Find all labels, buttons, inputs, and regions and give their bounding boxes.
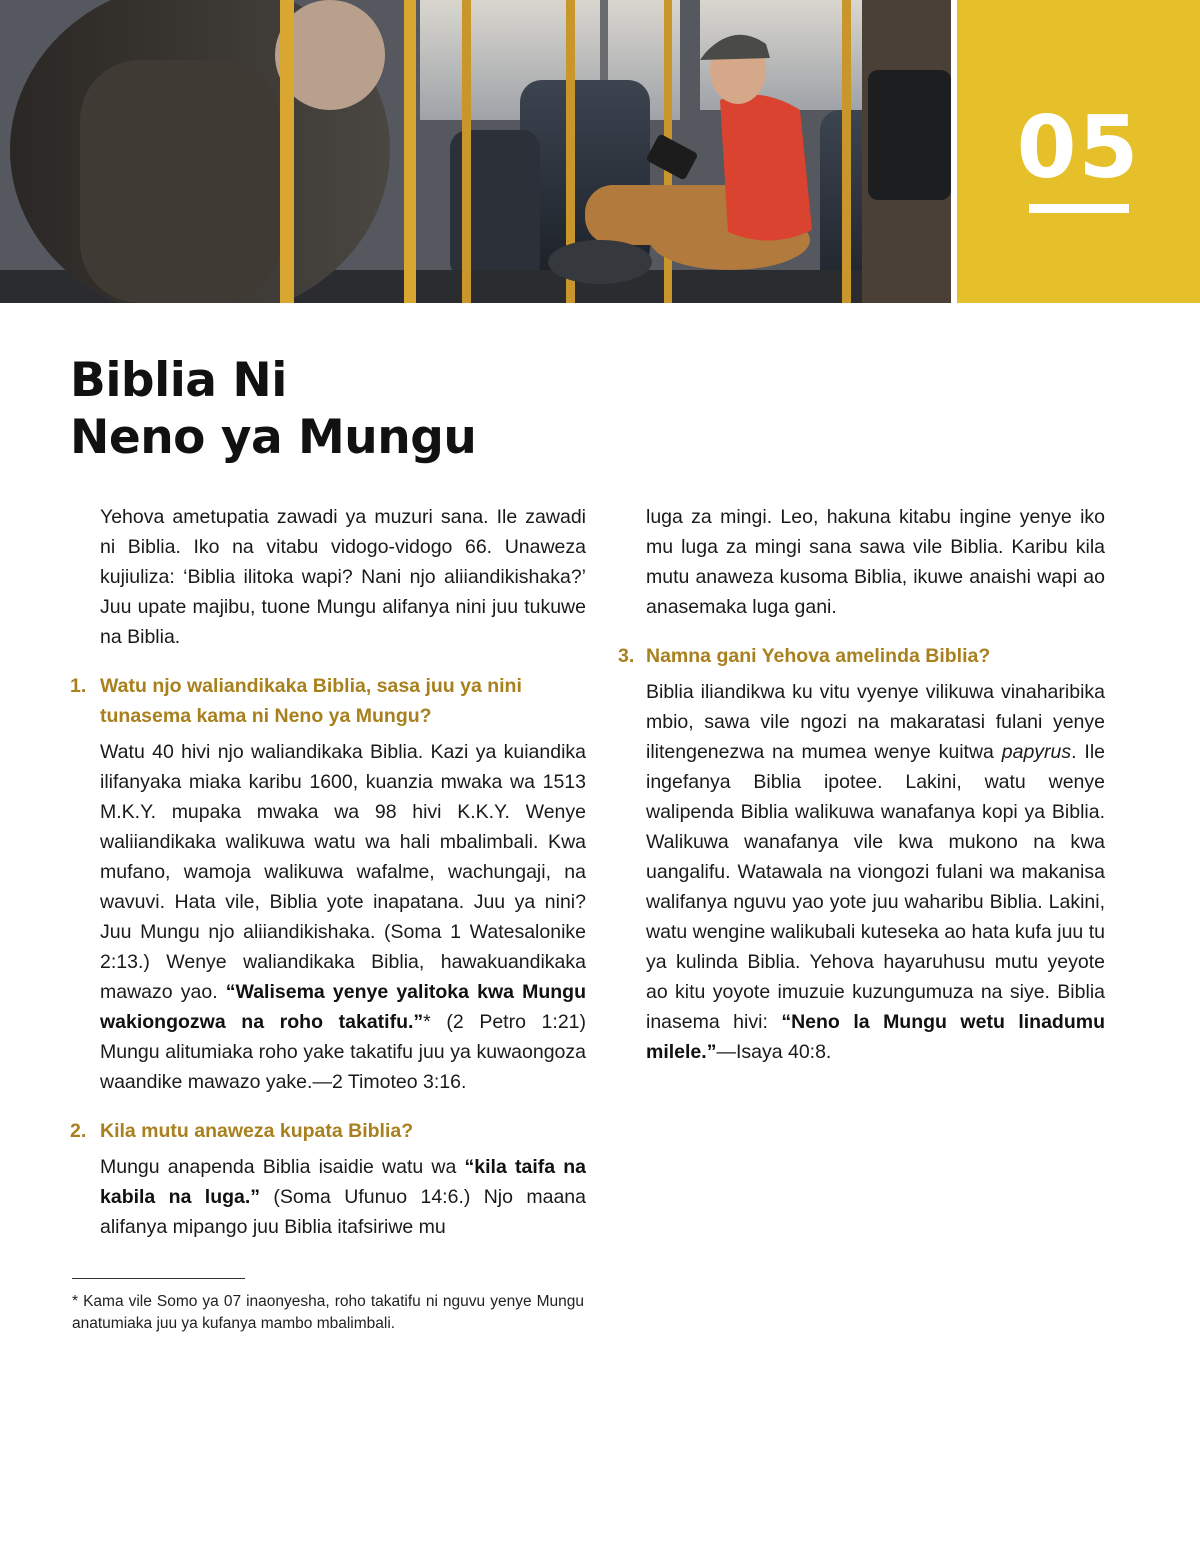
question-2 — [70, 1116, 586, 1146]
answer-2-text-a: Mungu anapenda Biblia isaidie watu wa — [100, 1156, 465, 1178]
footnote-divider — [72, 1278, 245, 1279]
lesson-underline — [1029, 204, 1129, 213]
answer-1-text-b: * (2 Petro 1:21) Mungu alitumiaka roho yake takatifu juu ya kuwaongoza waandike mawazo yake.—2 Timoteo 3:16. — [100, 1011, 587, 1093]
question-1-text: Watu njo waliandikaka Biblia, sasa juu ya nini tunasema kama ni Neno ya Mungu? — [100, 675, 522, 727]
answer-2-continued: luga za mingi. Leo, hakuna kitabu ingine yenye iko mu luga za mingi sana sawa vile Biblia. Karibu kila mutu anaweza kusoma Biblia, ikuwe anaishi wapi ao anasemaka luga gani. — [646, 506, 1105, 618]
question-3 — [618, 641, 1105, 671]
question-3-text: Namna gani Yehova amelinda Biblia? — [646, 645, 991, 667]
footnote: * Kama vile Somo ya 07 inaonyesha, roho takatifu ni nguvu yenye Mungu anatumiaka juu ya kufanya mambo mbalimbali. — [72, 1293, 584, 1332]
answer-2-paragraph — [70, 1152, 586, 1242]
page-title — [70, 352, 476, 466]
answer-1-text-a: Watu 40 hivi njo waliandikaka Biblia. Kazi ya kuiandika ilifanyaka miaka karibu 1600, kuanzia mwaka wa 1513 M.K.Y. mupaka mwaka wa 98 hivi K.K.Y. Wenye waliiandikaka walikuwa watu wa hali mbalimbali. Kwa mufano, wamoja walikuwa wafalme, wachungaji, na wavuvi. Hata vile, Biblia yote inapatana. Juu ya nini? Juu Mungu njo aliiandikishaka. (Soma 1 Watesalonike 2:13.) Wenye waliandikaka Biblia, hawakuandikaka mawazo yao. — [100, 741, 586, 1003]
answer-3-italic: papyrus — [1001, 741, 1072, 763]
answer-1-quote: “Walisema yenye yalitoka kwa Mungu wakiongozwa na roho takatifu.” — [100, 981, 586, 1033]
answer-3-text-a: Biblia iliandikwa ku vitu vyenye vilikuwa vinaharibika mbio, sawa vile ngozi na makaratasi fulani yenye ilitengenezwa na mumea wenye kuitwa — [646, 681, 1105, 763]
question-1-number: 1. — [70, 675, 87, 697]
answer-2-text-b: (Soma Ufunuo 14:6.) Njo maana alifanya mipango juu Biblia itafsiriwe mu — [100, 1186, 586, 1238]
question-3-number: 3. — [618, 645, 635, 667]
left-column — [70, 502, 586, 1242]
lesson-badge — [957, 0, 1200, 303]
answer-3-quote: “Neno la Mungu wetu linadumu milele.” — [646, 1011, 1105, 1063]
answer-1-paragraph — [70, 737, 586, 1097]
answer-3-text-b: . Ile ingefanya Biblia ipotee. Lakini, watu wenye walipenda Biblia walikuwa wanafanya kopi ya Biblia. Walikuwa wanafanya vile kwa mukono na kwa uangalifu. Watawala na viongozi fulani wa makanisa walifanya nguvu yao yote juu waharibu Biblia. Lakini, watu wengine walikubali kuteseka ao hata kufa juu tu ya kulinda Biblia. Yehova hayaruhusu mutu yeyote ao kitu yoyote imuzuie kuzungumuza na siye. Biblia inasema hivi: — [646, 741, 1106, 1033]
lesson-number: 05 — [1016, 98, 1141, 198]
answer-2-quote: “kila taifa na kabila na luga.” — [100, 1156, 587, 1208]
right-column — [618, 502, 1105, 1067]
question-2-text: Kila mutu anaweza kupata Biblia? — [100, 1120, 414, 1142]
title-line-2: Neno ya Mungu — [70, 410, 477, 465]
intro-paragraph: Yehova ametupatia zawadi ya muzuri sana. Ile zawadi ni Biblia. Iko na vitabu vidogo-vidogo 66. Unaweza kujiuliza: ‘Biblia ilitoka wapi? Nani njo aliiandikishaka?’ Juu upate majibu, tuone Mungu alifanya nini juu tukuwe na Biblia. — [100, 506, 586, 648]
answer-3-text-c: —Isaya 40:8. — [716, 1041, 832, 1063]
header-photo — [0, 0, 951, 303]
title-line-1: Biblia Ni — [70, 353, 287, 408]
bus-interior-illustration — [0, 0, 951, 303]
answer-3-paragraph — [618, 677, 1105, 1067]
question-2-number: 2. — [70, 1120, 87, 1142]
question-1 — [70, 671, 586, 731]
